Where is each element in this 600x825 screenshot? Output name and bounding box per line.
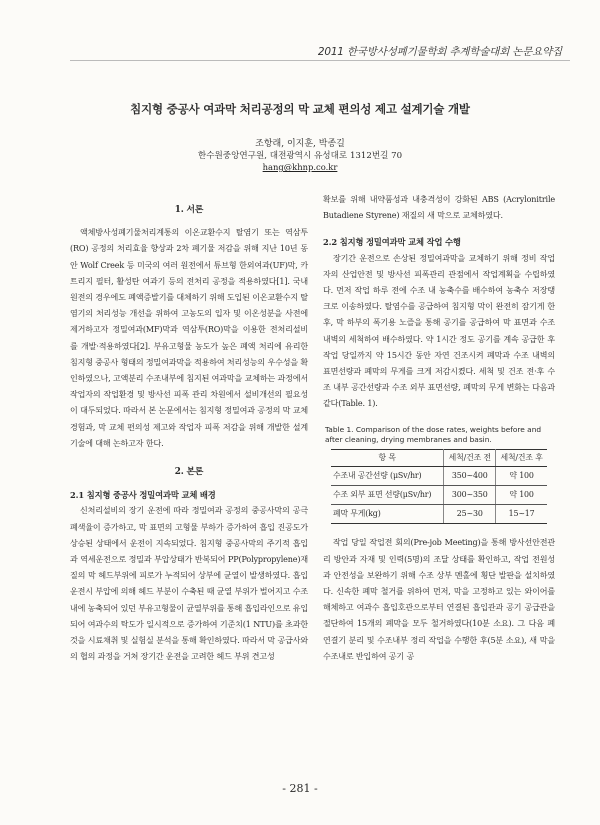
table-row: [331, 467, 547, 486]
table-header-row: [331, 450, 547, 467]
dose-comparison-table: [331, 449, 547, 524]
table-header-item: 항 목: [331, 450, 444, 467]
table-cell: 약 100: [496, 467, 547, 486]
continued-paragraph: 확보를 위해 내약품성과 내충격성이 강화된 ABS (Acrylonitrile Butadiene Styrene) 재질의 새 막으로 교체하였다.: [323, 195, 555, 221]
table-cell: 폐막 무게(kg): [331, 505, 444, 524]
table-cell: 약 100: [496, 486, 547, 505]
journal-header: 2011 한국방사성폐기물학회 추계학술대회 논문요약집: [317, 46, 562, 58]
table-cell: 300~350: [444, 486, 496, 505]
table-cell: 25~30: [444, 505, 496, 524]
intro-paragraph: 액체방사성폐기물처리계통의 이온교환수지 탈염기 또는 역삼투(RO) 공정의 처리효율 향상과 2차 폐기물 저감을 위해 지난 10년 동안 Wolf Creek 등 미국의 여러 원전에서 튜브형 한외여과(UF)막, 카트리지 필터, 활성탄 여과기 등의 전처리 공정을 적용하였다[1]. 국내 원전의 경우에도 폐액증발기를 대체하기 위해 도입된 이온교환수지 탈염기의 처리성능 개선을 위하여 고농도의 입자 및 이온성분을 사전에 제거하고자 정밀여과(MF)막과 역삼투(RO)막을 이용한 전처리설비를 개발·적용하였다[2]. 부유고형물 농도가 높은 폐액 처리에 유리한 침지형 중공사 형태의 정밀여과막을 적용하여 처리성능의 우수성을 확인하였으나, 고액분리 수조내부에 침지된 여과막을 교체하는 과정에서 작업자의 작업환경 및 방사선 피폭 관리 차원에서 설비개선의 필요성이 대두되었다. 따라서 본 논문에서는 침지형 정밀여과 공정의 막 교체 경험과, 막 교체 편의성 제고와 작업자 피폭 저감을 위해 개발한 설계기술에 대해 논하고자 한다.: [70, 228, 308, 448]
table-header-before: 세척/건조 전: [444, 450, 496, 467]
affiliation: 한수원중앙연구원, 대전광역시 유성대로 1312번길 70: [197, 151, 403, 161]
after-table-paragraph: 작업 당일 작업전 회의(Pre-job Meeting)을 통해 방사선안전관리 방안과 자재 및 인력(5명)의 조달 상태를 확인하고, 작업 전원성과 안전성을 보완하기 위해 수조 상부 멘홀에 횡단 발판을 설치하였다. 신속한 폐막 철거를 위하여 먼저, 막을 고정하고 있는 와이어를 해체하고 여과수 흡입호관으로부터 연결된 흡입관과 공기 공급관을 절단하여 15개의 폐막을 모두 철거하였다(10분 소요). 그 다음 폐 연결기 분리 및 수조내부 정리 작업을 수행한 후(5분 소요), 새 막을 수조내로 반입하여 공기 공: [323, 538, 555, 661]
left-column: [70, 196, 308, 665]
paper-title: 침지형 중공사 여과막 처리공정의 막 교체 편의성 제고 설계기술 개발: [130, 102, 470, 116]
page-number: - 281 -: [282, 782, 318, 795]
header-rule: [70, 60, 570, 61]
table-caption: Table 1. Comparison of the dose rates, weights before and after cleaning, drying membranes and basin.: [325, 424, 542, 445]
subsection-2-1-heading: 2.1 침지형 중공사 정밀여과막 교체 배경: [70, 490, 216, 501]
intro-heading: 1. 서론: [174, 205, 204, 215]
table-cell: 수조내 공간선량 (μSv/hr): [331, 467, 444, 486]
author-email[interactable]: hang@khnp.co.kr: [262, 162, 338, 172]
right-column: [323, 192, 555, 665]
table-cell: 수조 외부 표면 선량(μSv/hr): [331, 486, 444, 505]
table-cell: 350~400: [444, 467, 496, 486]
authors: 조항래, 이지훈, 박종길: [255, 139, 345, 149]
table-header-after: 세척/건조 후: [496, 450, 547, 467]
table-row: [331, 486, 547, 505]
table-row: [331, 505, 547, 524]
subsection-2-1-paragraph: 신처리설비의 장기 운전에 따라 정밀여과 공정의 중공사막의 공극 폐색율이 증가하고, 막 표면의 고형물 부하가 증가하여 흡입 진공도가 상승된 상태에서 운전이 지속되었다. 침지형 중공사막의 주기적 흡입과 역세운전으로 정밀과 부압상태가 반복되어 PP(Polypropylene)재질의 막 헤드부위에 피로가 누적되어 상부에 균열이 발생하였다. 흡입 운전시 부압에 의해 헤드 부분이 수축된 때 균열 부위가 벌어지고 수조내에 농축되어 있던 부유고형물이 균열부위를 통해 흡입라인으로 유입되어 여과수의 탁도가 일시적으로 증가하여 기준치(1 NTU)를 초과한 것을 시료채취 및 실험실 분석을 통해 확인하였다. 따라서 막 공급사와의 협의 과정을 거쳐 장기간 운전을 고려한 헤드 부위 견고성: [70, 506, 308, 662]
table-cell: 15~17: [496, 505, 547, 524]
subsection-2-2-paragraph: 장기간 운전으로 손상된 정밀여과막을 교체하기 위해 정비 작업자의 산업안전 및 방사선 피폭관리 관점에서 작업계획을 수립하였다. 먼저 작업 하루 전에 수조 내 농축수를 배수하여 농축수 저장탱크로 이송하였다. 탈염수를 공급하여 침지형 막이 완전히 잠기게 한 후, 막 하부의 폭기용 노즐을 통해 공기를 공급하여 막 표면과 수조 내벽의 세척하여 배수하였다. 약 1시간 정도 공기를 계속 공급한 후 작업 당일까지 약 15시간 동안 자연 건조시켜 폐막과 수조 내벽의 표면선량과 폐막의 무게를 크게 저감시켰다. 세척 및 건조 전·후 수조 내부 공간선량과 수조 외부 표면선량, 폐막의 무게 변화는 다음과 같다(Table. 1).: [323, 253, 555, 409]
body-heading: 2. 본론: [174, 467, 204, 478]
subsection-2-2-heading: 2.2 침지형 정밀여과막 교체 작업 수행: [323, 237, 461, 248]
